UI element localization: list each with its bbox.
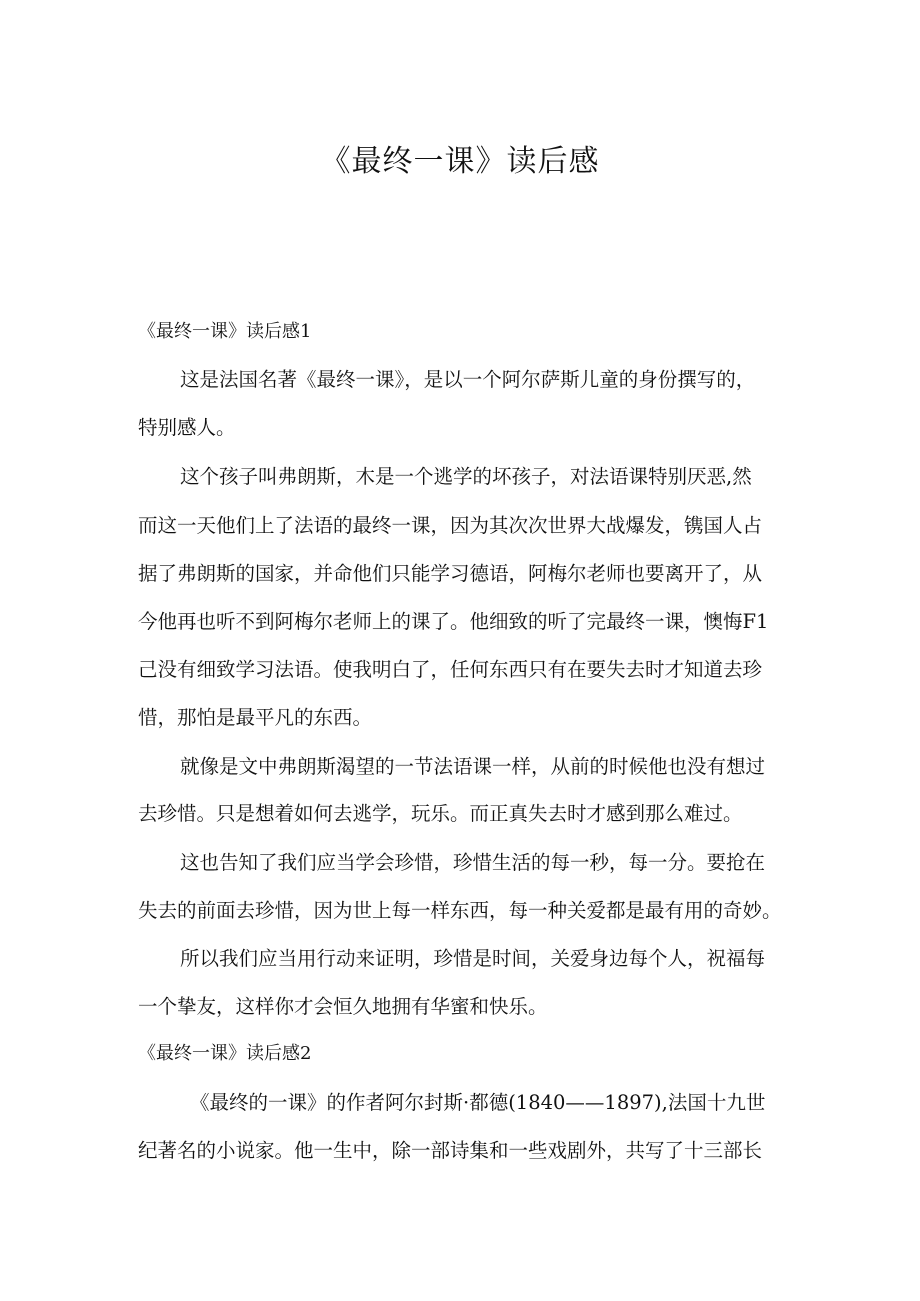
paragraph-line: 纪著名的小说家。他一生中，除一部诗集和一些戏剧外，共写了十三部长 — [138, 1139, 763, 1162]
paragraph-line: 一个挚友，这样你才会恒久地拥有华蜜和快乐。 — [138, 995, 548, 1018]
paragraph-line: 己没有细致学习法语。使我明白了，任何东西只有在要失去时才知道去珍 — [138, 658, 763, 681]
paragraph-line: 这个孩子叫弗朗斯，木是一个逃学的坏孩子，对法语课特别厌恶,然 — [180, 465, 752, 488]
paragraph-line: 所以我们应当用行动来证明，珍惜是时间，关爱身边每个人，祝福每 — [180, 947, 766, 970]
paragraph-line: 这也告知了我们应当学会珍惜，珍惜生活的每一秒，每一分。要抢在 — [180, 851, 766, 874]
paragraph-line: 今他再也听不到阿梅尔老师上的课了。他细致的听了完最终一课，懊悔F1 — [138, 610, 769, 633]
paragraph-line: 《最终的一课》的作者阿尔封斯·都德(1840——1897),法国十九世 — [190, 1091, 766, 1114]
paragraph-line: 惜，那怕是最平凡的东西。 — [138, 706, 373, 729]
paragraph-line: 这是法国名著《最终一课》，是以一个阿尔萨斯儿童的身份撰写的， — [180, 368, 756, 391]
paragraph-line: 而这一天他们上了法语的最终一课，因为其次次世界大战爆发，镌国人占 — [138, 514, 763, 537]
paragraph-line: 据了弗朗斯的国家，并命他们只能学习德语，阿梅尔老师也要离开了，从 — [138, 562, 763, 585]
paragraph-line: 特别感人。 — [138, 416, 236, 439]
section-heading-2: 《最终一课》读后感2 — [138, 1043, 312, 1064]
paragraph-line: 去珍惜。只是想着如何去逃学，玩乐。而正真失去时才感到那么难过。 — [138, 802, 743, 825]
paragraph-line: 失去的前面去珍惜，因为世上每一样东西，每一种关爱都是最有用的奇妙。 — [138, 899, 782, 922]
section-heading-1: 《最终一课》读后感1 — [138, 321, 312, 342]
paragraph-line: 就像是文中弗朗斯渴望的一节法语课一样，从前的时候他也没有想过 — [180, 755, 766, 778]
page-title: 《最终一课》读后感 — [320, 144, 600, 179]
